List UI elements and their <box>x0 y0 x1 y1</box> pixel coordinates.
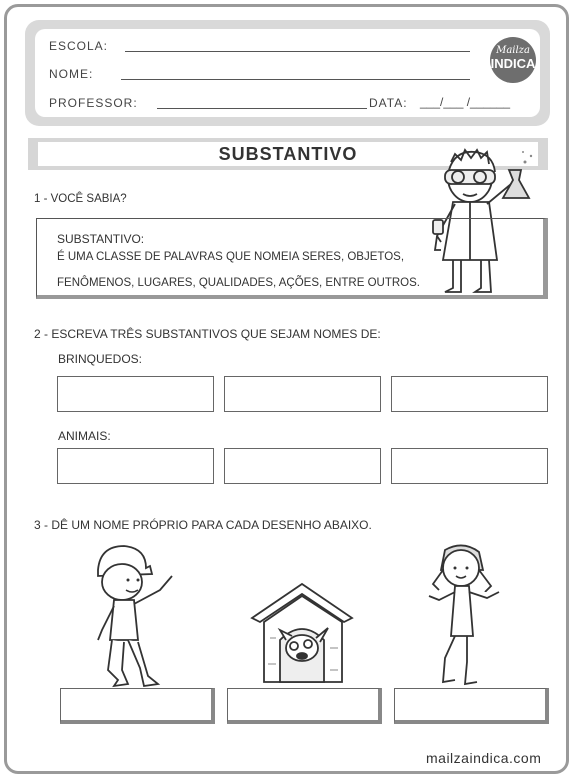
toy-answer-box-1[interactable] <box>57 376 214 412</box>
school-field[interactable] <box>125 51 470 52</box>
date-label: DATA: <box>369 96 408 110</box>
footer-website: mailzaindica.com <box>426 750 542 766</box>
logo-brand: INDICA <box>490 56 536 71</box>
header-panel <box>25 20 550 126</box>
logo-script: Mailza <box>496 45 530 56</box>
animal-answer-box-3[interactable] <box>391 448 548 484</box>
name-field[interactable] <box>121 79 470 80</box>
q3-heading: 3 - DÊ UM NOME PRÓPRIO PARA CADA DESENHO ABAIXO. <box>34 518 372 532</box>
toy-answer-box-2[interactable] <box>224 376 381 412</box>
animal-answer-box-1[interactable] <box>57 448 214 484</box>
info-box-line2: FENÔMENOS, LUGARES, QUALIDADES, AÇÕES, ENTRE OUTROS. <box>57 277 420 289</box>
info-box <box>36 218 548 299</box>
q2-heading: 2 - ESCREVA TRÊS SUBSTANTIVOS QUE SEJAM NOMES DE: <box>34 327 381 341</box>
mailza-indica-logo <box>490 37 536 83</box>
animal-answer-box-2[interactable] <box>224 448 381 484</box>
toy-answer-box-3[interactable] <box>391 376 548 412</box>
date-field[interactable]: ___/___ /______ <box>420 95 511 109</box>
header-inner <box>35 29 540 117</box>
dog-name-box[interactable] <box>227 688 382 724</box>
page-title: SUBSTANTIVO <box>38 142 538 166</box>
teacher-label: PROFESSOR: <box>49 96 138 110</box>
girl-illustration <box>415 540 515 690</box>
boy-illustration <box>88 540 188 690</box>
q1-heading: 1 - VOCÊ SABIA? <box>34 193 127 205</box>
info-box-line1: É UMA CLASSE DE PALAVRAS QUE NOMEIA SERES, OBJETOS, <box>57 251 405 263</box>
doghouse-illustration <box>246 578 366 688</box>
teacher-field[interactable] <box>157 108 367 109</box>
school-label: ESCOLA: <box>49 39 109 53</box>
category-animals-label: ANIMAIS: <box>58 429 111 443</box>
name-label: NOME: <box>49 67 94 81</box>
info-box-title: SUBSTANTIVO: <box>57 232 145 246</box>
girl-name-box[interactable] <box>394 688 549 724</box>
category-toys-label: BRINQUEDOS: <box>58 352 143 366</box>
boy-name-box[interactable] <box>60 688 215 724</box>
